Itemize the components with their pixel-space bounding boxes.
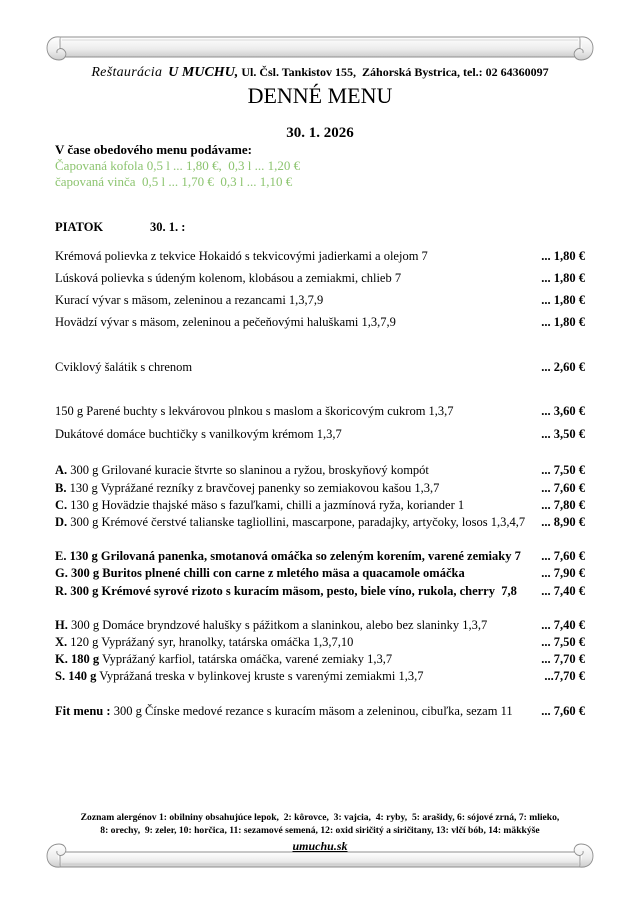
menu-item-text: Cviklový šalátik s chrenom <box>55 360 193 374</box>
menu-item-description: 300 g Krémové syrové rizoto s kuracím mäsom, pesto, biele víno, rukola, cherry 7,8 <box>70 584 517 598</box>
menu-item <box>55 426 585 442</box>
menu-item-text <box>55 548 521 564</box>
website-text[interactable]: umuchu.sk <box>292 839 348 853</box>
menu-item-description: 300 g Buritos plnené chilli con carne z mletého mäsa a quacamole omáčka <box>70 566 465 580</box>
menu-item-description: 130 g Grilovaná panenka, smotanová omáčka so zeleným korením, varené zemiaky 7 <box>69 549 521 563</box>
menu-item <box>55 514 585 530</box>
menu-item-price: ... 7,80 € <box>541 498 585 512</box>
restaurant-prefix: Reštaurácia <box>91 65 163 80</box>
website-link[interactable] <box>0 839 640 853</box>
menu-item-description: Vyprážaná treska v bylinkovej kruste s varenými zemiakmi 1,3,7 <box>99 669 424 683</box>
menu-item-label: K. 180 g <box>55 652 100 666</box>
menu-item <box>55 403 585 419</box>
menu-item-description: 300 g Krémové čerstvé talianske tagliollini, mascarpone, paradajky, artyčoky, losos 1,3,4,7 <box>70 515 526 529</box>
menu-item-price: ... 8,90 € <box>541 515 585 529</box>
menu-item <box>55 270 585 286</box>
menu-item-description: 120 g Vyprážaný syr, hranolky, tatárska omáčka 1,3,7,10 <box>70 635 354 649</box>
menu-item <box>55 548 585 564</box>
menu-item-text <box>55 703 513 719</box>
menu-item-label: C. <box>55 498 68 512</box>
menu-item-label: A. <box>55 463 68 477</box>
day-date: 30. 1. : <box>150 220 186 234</box>
menu-item-text <box>55 565 465 581</box>
decorative-scroll-top <box>0 0 640 70</box>
menu-item-price: ... 7,50 € <box>541 463 585 477</box>
menu-item-label: B. <box>55 481 67 495</box>
menu-item-price: ... 2,60 € <box>541 360 585 374</box>
menu-item-price: ...7,70 € <box>544 669 585 683</box>
menu-item <box>55 359 585 375</box>
drinks-heading: V čase obedového menu podávame: <box>55 142 252 157</box>
menu-item-description: 300 g Grilované kuracie štvrte so slaninou a ryžou, broskyňový kompót <box>70 463 429 477</box>
menu-item-fit <box>55 703 585 719</box>
menu-item <box>55 634 585 650</box>
menu-item-price: ... 7,50 € <box>541 635 585 649</box>
menu-item-text: Krémová polievka z tekvice Hokaidó s tekvicovými jadierkami a olejom 7 <box>55 249 428 263</box>
allergen-list: 8: orechy, 9: zeler, 10: horčica, 11: sezamové semená, 12: oxid siričitý a siričitany, 13: vlčí bób, 14: mäkkýše <box>100 825 540 836</box>
menu-item-price: ... 7,60 € <box>541 481 585 495</box>
menu-item-text <box>55 497 464 513</box>
menu-item-text: Dukátové domáce buchtičky s vanilkovým krémom 1,3,7 <box>55 427 342 441</box>
page-title: DENNÉ MENU <box>247 83 393 108</box>
menu-item <box>55 668 585 684</box>
menu-item-text: Lúsková polievka s údeným kolenom, klobásou a zemiakmi, chlieb 7 <box>55 271 402 285</box>
menu-item-text <box>55 480 439 496</box>
menu-item-text <box>55 583 517 599</box>
menu-item-text: 150 g Parené buchty s lekvárovou plnkou s maslom a škoricovým cukrom 1,3,7 <box>55 404 454 418</box>
menu-item-description: Vyprážaný karfiol, tatárska omáčka, varené zemiaky 1,3,7 <box>102 652 393 666</box>
menu-date: 30. 1. 2026 <box>286 125 354 141</box>
menu-item-text <box>55 514 525 530</box>
menu-item-price: ... 7,70 € <box>541 652 585 666</box>
restaurant-address: Ul. Čsl. Tankistov 155, Záhorská Bystrica, tel.: 02 64360097 <box>241 65 549 79</box>
menu-item-label: H. <box>55 618 68 632</box>
allergen-list: Zoznam alergénov 1: obilniny obsahujúce lepok, 2: kôrovce, 3: vajcia, 4: ryby, 5: arašidy, 6: sójové zrná, 7: mlieko, <box>80 812 560 823</box>
menu-item-price: ... 7,60 € <box>541 549 585 563</box>
drink-offer: Čapovaná kofola 0,5 l ... 1,80 €, 0,3 l ... 1,20 € <box>55 158 301 173</box>
menu-item-text <box>55 668 423 684</box>
menu-item-text: Hovädzí vývar s mäsom, zeleninou a pečeňovými haluškami 1,3,7,9 <box>55 315 396 329</box>
menu-item-description: 300 g Domáce bryndzové halušky s pážitkom a slaninkou, alebo bez slaninky 1,3,7 <box>70 618 488 632</box>
menu-item-price: ... 7,60 € <box>541 704 585 718</box>
menu-item-price: ... 1,80 € <box>541 315 585 329</box>
restaurant-header <box>0 64 640 80</box>
menu-item-label: X. <box>55 635 68 649</box>
day-name: PIATOK <box>55 220 104 234</box>
menu-item-label: G. <box>55 566 68 580</box>
menu-item-text: Kurací vývar s mäsom, zeleninou a rezancami 1,3,7,9 <box>55 293 324 307</box>
menu-item-label: D. <box>55 515 68 529</box>
menu-item <box>55 248 585 264</box>
menu-item <box>55 497 585 513</box>
menu-item-price: ... 7,40 € <box>541 584 585 598</box>
restaurant-name: U MUCHU, <box>168 65 239 80</box>
menu-item-price: ... 1,80 € <box>541 271 585 285</box>
menu-item <box>55 480 585 496</box>
menu-item-text <box>55 634 353 650</box>
menu-item-description: 300 g Čínske medové rezance s kuracím mäsom a zeleninou, cibuľka, sezam 11 <box>113 704 513 718</box>
menu-item-label: R. <box>55 584 68 598</box>
menu-item <box>55 565 585 581</box>
menu-item <box>55 462 585 478</box>
menu-item <box>55 651 585 667</box>
menu-item-description: 130 g Vyprážané rezníky z bravčovej panenky so zemiakovou kašou 1,3,7 <box>69 481 440 495</box>
menu-item-label: Fit menu : <box>55 704 111 718</box>
menu-item-label: S. 140 g <box>55 669 97 683</box>
menu-item-price: ... 3,60 € <box>541 404 585 418</box>
decorative-scroll-bottom <box>0 830 640 880</box>
drink-offer: čapovaná vinča 0,5 l ... 1,70 € 0,3 l ... 1,10 € <box>55 174 293 189</box>
menu-item-price: ... 1,80 € <box>541 293 585 307</box>
menu-item-price: ... 7,90 € <box>541 566 585 580</box>
menu-item-label: E. <box>55 549 67 563</box>
menu-item <box>55 314 585 330</box>
menu-item <box>55 617 585 633</box>
menu-item-text <box>55 462 429 478</box>
menu-item-description: 130 g Hovädzie thajské mäso s fazuľkami, chilli a jazmínová ryža, koriander 1 <box>70 498 465 512</box>
menu-item <box>55 583 585 599</box>
menu-item-price: ... 3,50 € <box>541 427 585 441</box>
menu-item-price: ... 7,40 € <box>541 618 585 632</box>
menu-item-text <box>55 651 392 667</box>
menu-item <box>55 292 585 308</box>
menu-item-text <box>55 617 487 633</box>
menu-item-price: ... 1,80 € <box>541 249 585 263</box>
